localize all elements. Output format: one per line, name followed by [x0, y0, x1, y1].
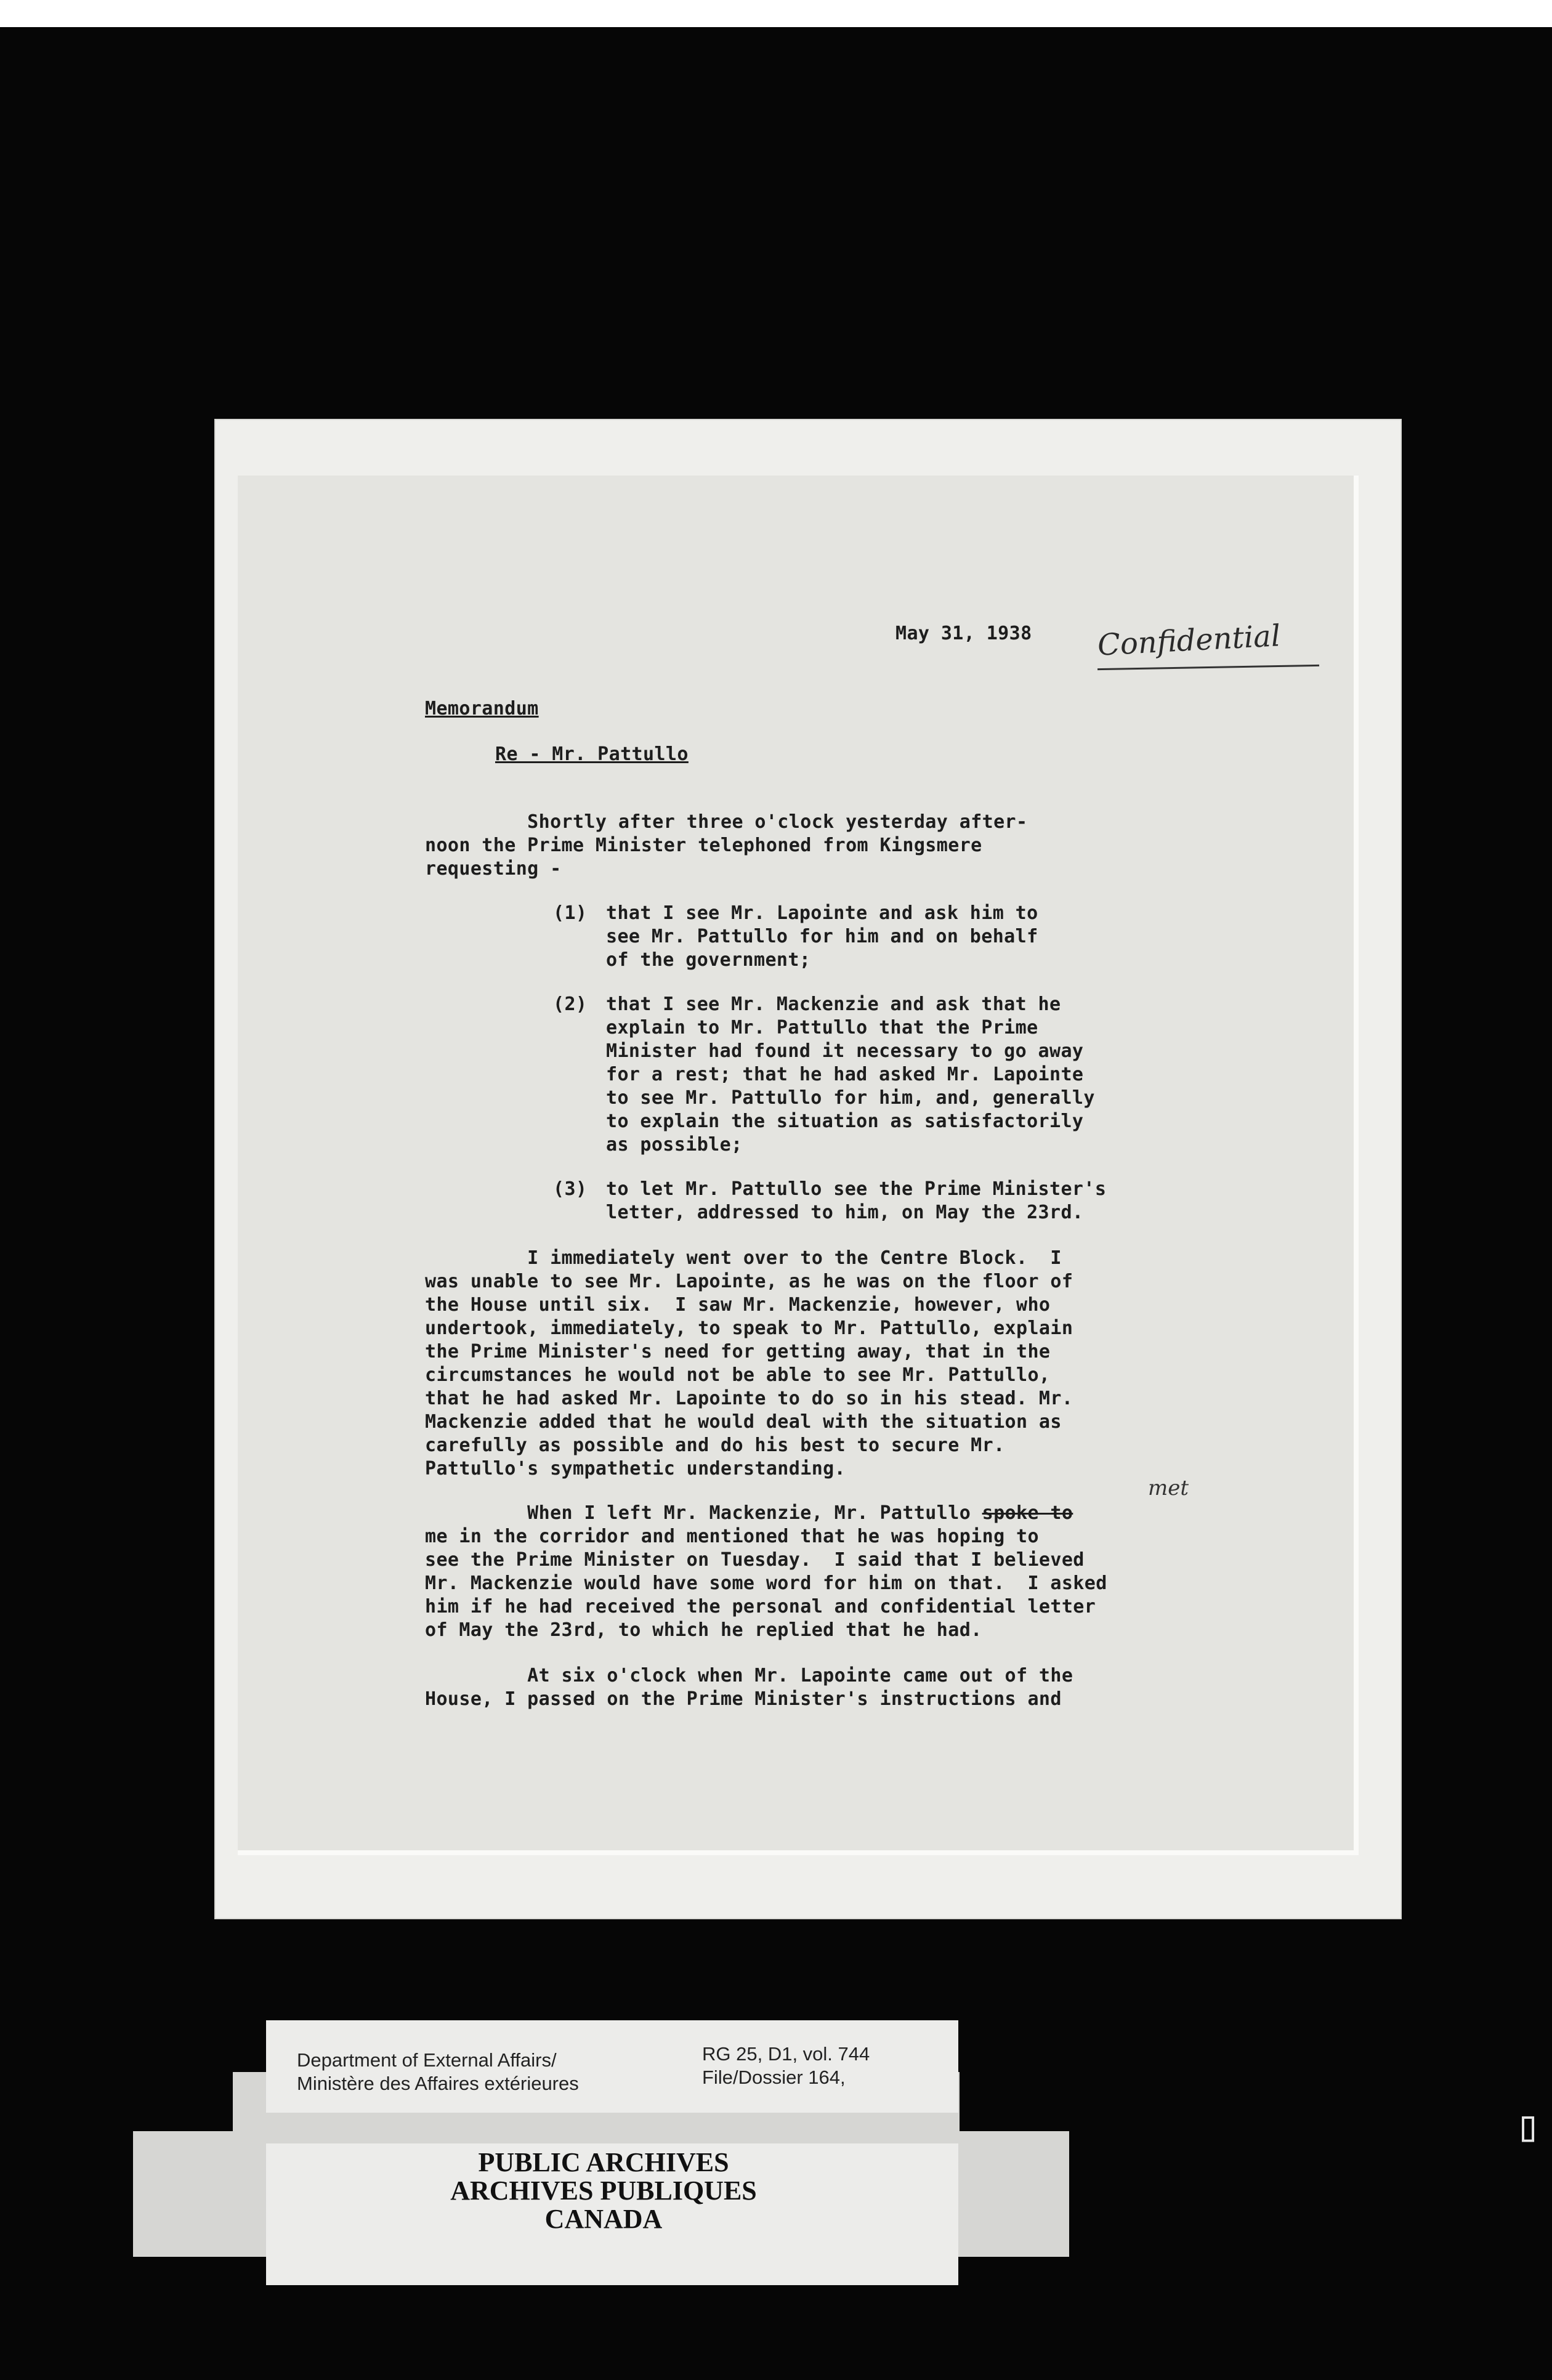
- item-line: explain to Mr. Pattullo that the Prime: [606, 1017, 1038, 1038]
- archives-line: CANADA: [544, 2204, 663, 2234]
- item-number: (1): [553, 902, 588, 924]
- para3-first-text: When I left Mr. Mackenzie, Mr. Pattullo: [425, 1502, 982, 1524]
- film-top-edge: [0, 0, 1552, 27]
- public-archives-stamp: [431, 2148, 776, 2233]
- department-line-fr: Ministère des Affaires extérieures: [297, 2073, 579, 2094]
- file-reference: [702, 2042, 870, 2089]
- item-line: as possible;: [606, 1134, 743, 1156]
- para4-line: At six o'clock when Mr. Lapointe came out of the: [425, 1665, 1073, 1686]
- file-line: File/Dossier 164,: [702, 2066, 846, 2088]
- para2-line: Pattullo's sympathetic understanding.: [425, 1458, 846, 1479]
- item-number: (2): [553, 994, 588, 1015]
- department-label: [297, 2049, 579, 2095]
- memo-subject: Re - Mr. Pattullo: [495, 743, 689, 765]
- para2-line: circumstances he would not be able to see Mr. Pattullo,: [425, 1364, 1051, 1386]
- para4-line: House, I passed on the Prime Minister's instructions and: [425, 1688, 1062, 1710]
- film-frame-mark: ▯: [1515, 2100, 1542, 2151]
- para1-line: requesting -: [425, 858, 562, 880]
- item-line: that I see Mr. Mackenzie and ask that he: [606, 994, 1061, 1015]
- item-line: to let Mr. Pattullo see the Prime Minister's: [606, 1178, 1107, 1200]
- memo-date: May 31, 1938: [895, 623, 1032, 644]
- para1-line: Shortly after three o'clock yesterday after-: [425, 811, 1028, 833]
- archives-line: ARCHIVES PUBLIQUES: [450, 2176, 757, 2206]
- item-line: of the government;: [606, 949, 811, 971]
- handwritten-confidential-note: Confidential: [1096, 618, 1282, 663]
- department-line: Department of External Affairs/: [297, 2049, 557, 2071]
- item-number: (3): [553, 1178, 588, 1200]
- para3-line: of May the 23rd, to which he replied that he had.: [425, 1619, 982, 1641]
- para2-line: the House until six. I saw Mr. Mackenzie, however, who: [425, 1294, 1051, 1316]
- para1-line: noon the Prime Minister telephoned from Kingsmere: [425, 835, 982, 856]
- item-line: to see Mr. Pattullo for him, and, generally: [606, 1087, 1095, 1109]
- para3-line: see the Prime Minister on Tuesday. I said that I believed: [425, 1549, 1085, 1571]
- para3-first-line: [425, 1502, 1073, 1525]
- memo-heading: Memorandum: [425, 698, 539, 719]
- document-paper: [238, 476, 1359, 1855]
- para3-line: Mr. Mackenzie would have some word for him on that. I asked: [425, 1572, 1107, 1594]
- para2-line: I immediately went over to the Centre Block. I: [425, 1247, 1062, 1269]
- item-line: that I see Mr. Lapointe and ask him to: [606, 902, 1038, 924]
- handwritten-correction: met: [1148, 1476, 1189, 1500]
- para2-line: undertook, immediately, to speak to Mr. Pattullo, explain: [425, 1318, 1073, 1339]
- struck-text: spoke to: [982, 1502, 1073, 1524]
- para3-line: him if he had received the personal and confidential letter: [425, 1596, 1096, 1617]
- item-line: letter, addressed to him, on May the 23rd.: [606, 1202, 1084, 1223]
- para2-line: the Prime Minister's need for getting away, that in the: [425, 1341, 1051, 1362]
- para2-line: carefully as possible and do his best to secure Mr.: [425, 1435, 1005, 1456]
- item-line: see Mr. Pattullo for him and on behalf: [606, 926, 1038, 947]
- label-notch-left: [133, 2072, 233, 2131]
- archives-line: PUBLIC ARCHIVES: [478, 2147, 729, 2177]
- para3-line: me in the corridor and mentioned that he was hoping to: [425, 1526, 1039, 1547]
- label-notch-right: [960, 2072, 1069, 2131]
- file-line: RG 25, D1, vol. 744: [702, 2043, 870, 2065]
- item-line: for a rest; that he had asked Mr. Lapointe: [606, 1064, 1084, 1085]
- para2-line: Mackenzie added that he would deal with the situation as: [425, 1411, 1062, 1433]
- item-line: Minister had found it necessary to go away: [606, 1040, 1084, 1062]
- item-line: to explain the situation as satisfactorily: [606, 1111, 1084, 1132]
- para2-line: was unable to see Mr. Lapointe, as he was on the floor of: [425, 1271, 1073, 1292]
- para2-line: that he had asked Mr. Lapointe to do so in his stead. Mr.: [425, 1388, 1073, 1409]
